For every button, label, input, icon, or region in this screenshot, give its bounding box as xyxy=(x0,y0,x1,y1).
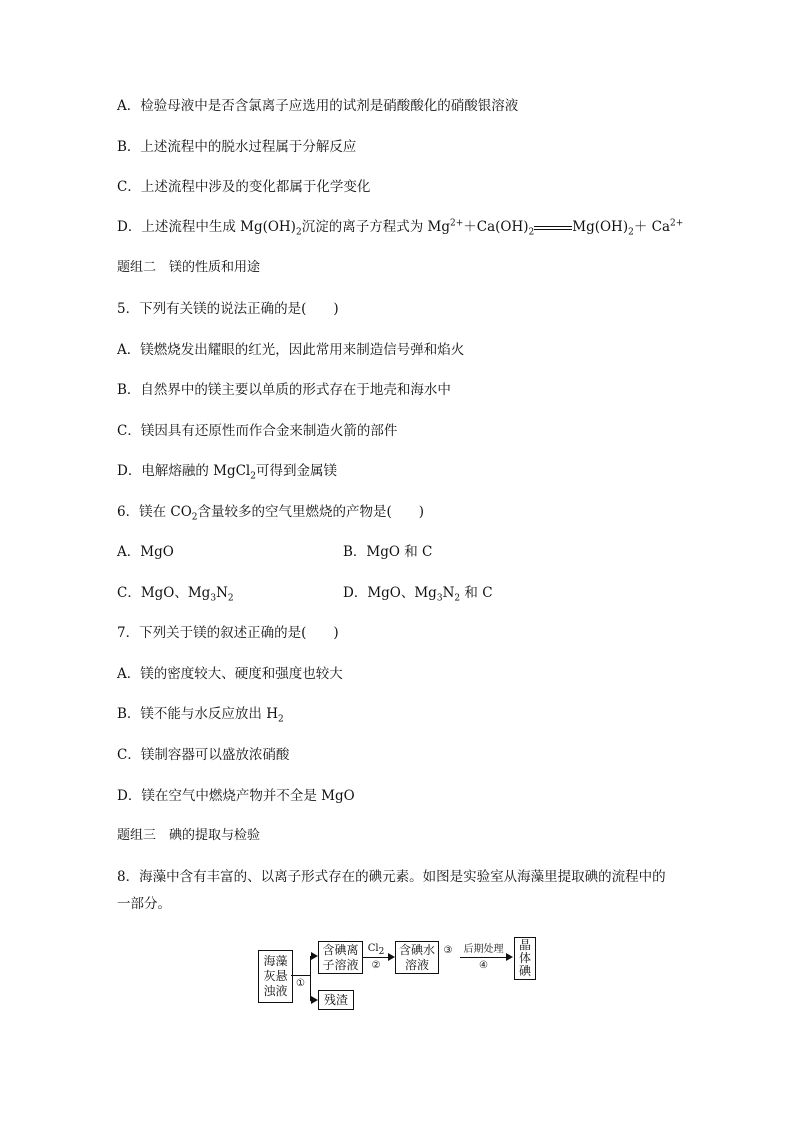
q6-option-d: D．MgO、$Mg_3N_2$ 和 C xyxy=(343,585,493,604)
flow-split-stub xyxy=(291,975,310,976)
flow-step2-label: ② xyxy=(371,960,381,971)
flow-step3-label: ③ xyxy=(443,945,453,956)
q5-option-b: B．自然界中的镁主要以单质的形式存在于地壳和海水中 xyxy=(117,382,451,398)
flow-step4-label: ④ xyxy=(479,960,488,971)
q7-option-b: B．镁不能与水反应放出 $H_2$ xyxy=(117,706,284,725)
q6-option-c: C．MgO、$Mg_3N_2$ xyxy=(117,585,234,604)
q6-option-a: A．MgO xyxy=(117,544,174,560)
flow-cl2-label: $Cl_2$ xyxy=(367,943,385,957)
q6-stem: 6．镁在 $CO_2$含量较多的空气里燃烧的产物是( ) xyxy=(117,504,425,523)
q7-option-a: A．镁的密度较大、硬度和强度也较大 xyxy=(117,666,343,682)
q4-option-d: D．上述流程中生成 $Mg(OH)_2$沉淀的离子方程式为 $Mg^{2+}+Ca(OH)_2$ $Mg(OH)_2+ Ca^{2+}$ xyxy=(117,218,684,238)
q5-option-d: D．电解熔融的 MgCl$_2$可得到金属镁 xyxy=(117,463,337,482)
q5-option-a: A．镁燃烧发出耀眼的红光，因此常用来制造信号弹和焰火 xyxy=(117,342,465,358)
q5-stem: 5．下列有关镁的说法正确的是( ) xyxy=(117,301,339,317)
flow-line-3 xyxy=(460,957,507,958)
q7-stem: 7．下列关于镁的叙述正确的是( ) xyxy=(117,625,339,641)
flow-line-2 xyxy=(362,957,389,958)
section-heading-group2: 题组二 镁的性质和用途 xyxy=(117,260,261,275)
flow-iodine-water-box: 含碘水 溶液 xyxy=(395,941,439,974)
flow-residue-box: 残渣 xyxy=(318,990,354,1010)
flow-step1-label: ① xyxy=(296,978,305,989)
flow-arrow-icon xyxy=(311,996,318,1004)
flow-post-treatment-label: 后期处理 xyxy=(463,944,504,955)
section-heading-group3: 题组三 碘的提取与检验 xyxy=(117,828,261,843)
flow-split-vertical xyxy=(310,956,311,1000)
q6-option-b: B．MgO 和 C xyxy=(343,544,433,560)
flow-arrow-icon xyxy=(388,953,395,961)
flow-iodide-solution-box: 含碘离 子溶液 xyxy=(318,941,363,974)
q7-option-d: D．镁在空气中燃烧产物并不全是 MgO xyxy=(117,788,355,804)
q8-stem-line2: 一部分。 xyxy=(117,896,171,912)
q4-option-a: A．检验母液中是否含氯离子应选用的试剂是硝酸酸化的硝酸银溶液 xyxy=(117,98,519,114)
flow-arrow-icon xyxy=(311,952,318,960)
q4-option-b: B．上述流程中的脱水过程属于分解反应 xyxy=(117,139,357,155)
q8-stem-line1: 8．海藻中含有丰富的、以离子形式存在的碘元素。如图是实验室从海藻里提取碘的流程中的 xyxy=(117,869,666,885)
q4-option-c: C．上述流程中涉及的变化都属于化学变化 xyxy=(117,179,371,195)
q5-option-c: C．镁因具有还原性而作合金来制造火箭的部件 xyxy=(117,423,398,439)
flow-arrow-icon xyxy=(506,953,513,961)
flow-crystal-iodine-box: 晶 体 碘 xyxy=(514,937,536,980)
q7-option-c: C．镁制容器可以盛放浓硝酸 xyxy=(117,747,290,763)
flow-start-box: 海藻 灰悬 浊液 xyxy=(258,950,293,1003)
